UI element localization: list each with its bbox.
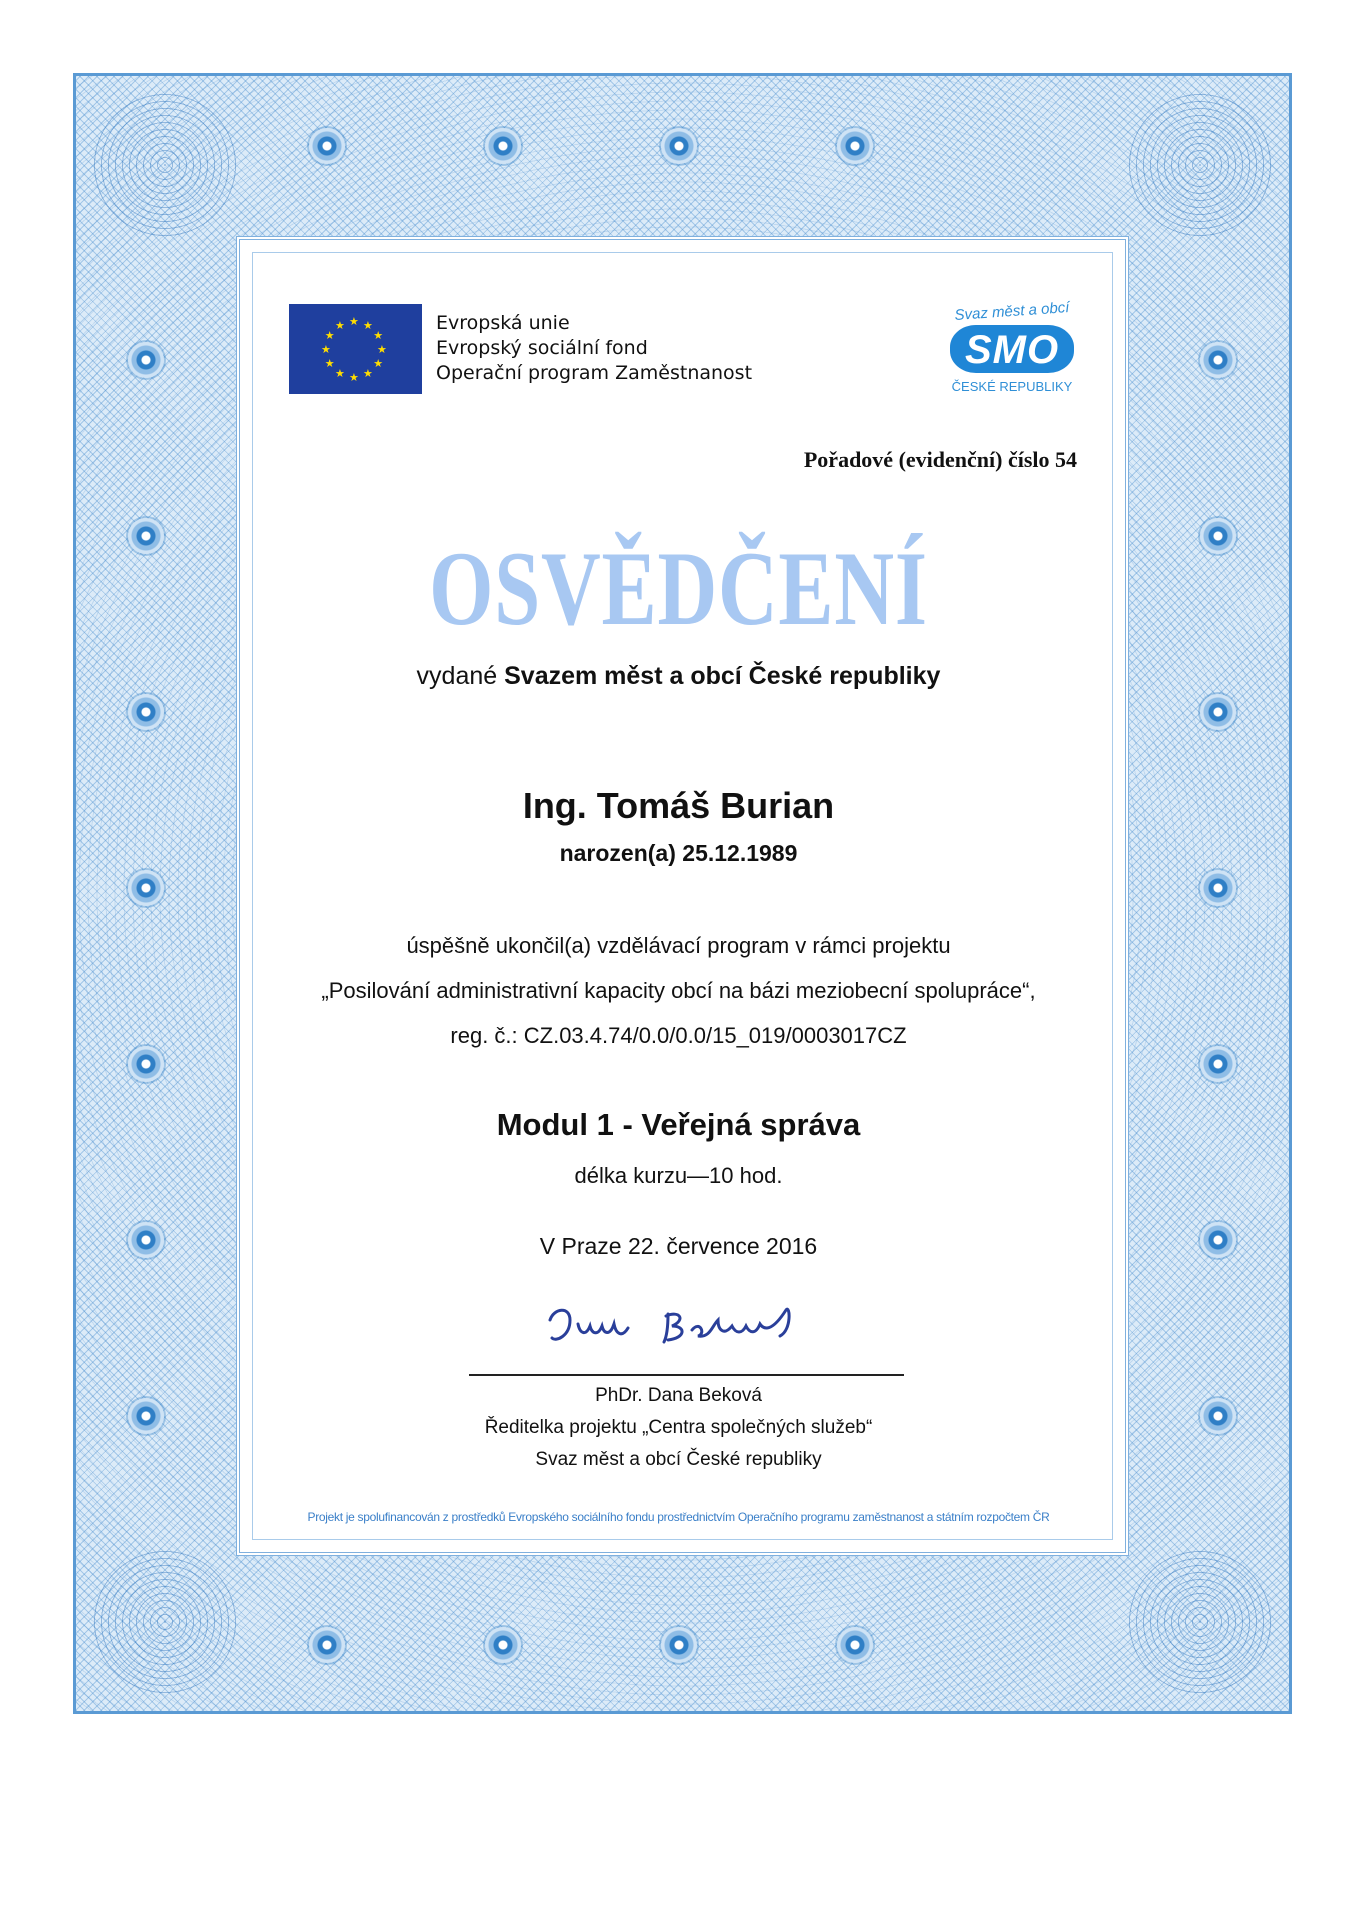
eu-star-icon: ★: [363, 318, 373, 332]
place-and-date: V Praze 22. července 2016: [539, 1233, 818, 1259]
serial-number: Pořadové (evidenční) číslo 54: [803, 447, 1077, 472]
module-title: Modul 1 - Veřejná správa: [496, 1107, 861, 1142]
eu-star-icon: ★: [349, 371, 359, 384]
smo-logo-letters: SMO: [964, 328, 1060, 372]
eu-star-icon: ★: [335, 318, 345, 332]
course-duration: délka kurzu—10 hod.: [574, 1163, 783, 1188]
eu-flag-logo: [289, 304, 422, 394]
frame-rosette-ornament: [837, 128, 873, 164]
frame-rosette-ornament: [128, 870, 164, 906]
frame-rosette-ornament: [309, 1627, 345, 1663]
frame-rosette-ornament: [1200, 1046, 1236, 1082]
frame-rosette-ornament: [1200, 870, 1236, 906]
frame-rosette-ornament: [837, 1627, 873, 1663]
frame-rosette-ornament: [485, 128, 521, 164]
frame-rosette-ornament: [661, 128, 697, 164]
signatory-organization: Svaz měst a obcí České republiky: [535, 1449, 822, 1470]
handwritten-signature: [540, 1290, 830, 1362]
corner-ornament-top-right: [1125, 90, 1275, 240]
corner-ornament-bottom-left: [90, 1547, 240, 1697]
corner-ornament-top-left: [90, 90, 240, 240]
eu-star-icon: ★: [363, 367, 373, 381]
frame-rosette-ornament: [485, 1627, 521, 1663]
issued-by: [0, 662, 1357, 691]
eu-line-1: Evropská unie: [436, 312, 570, 334]
signatory-name: PhDr. Dana Beková: [595, 1385, 762, 1406]
issued-by-organization: Svazem měst a obcí České republiky: [504, 662, 941, 690]
signature-line: [469, 1374, 904, 1376]
smo-logo-top-text: Svaz měst a obcí: [954, 299, 1070, 324]
smo-logo: [946, 299, 1078, 399]
statement-line-1: úspěšně ukončil(a) vzdělávací program v rámci projektu: [406, 933, 951, 958]
issued-by-prefix: vydané: [416, 662, 505, 690]
eu-star-icon: ★: [324, 329, 335, 342]
eu-star-icon: ★: [377, 343, 387, 356]
eu-line-3: Operační program Zaměstnanost: [436, 362, 753, 384]
eu-logo-text: [436, 311, 752, 386]
statement-line-2: „Posilování administrativní kapacity obcí na bázi meziobecní spolupráce“,: [321, 978, 1036, 1003]
certificate-title: OSVĚDČENÍ: [429, 530, 928, 647]
eu-star-icon: ★: [324, 357, 335, 370]
frame-rosette-ornament: [661, 1627, 697, 1663]
frame-rosette-ornament: [128, 342, 164, 378]
statement-line-3: reg. č.: CZ.03.4.74/0.0/0.0/15_019/0003017CZ: [450, 1023, 907, 1048]
frame-rosette-ornament: [128, 694, 164, 730]
signatory-role: Ředitelka projektu „Centra společných služeb“: [484, 1417, 873, 1438]
eu-star-icon: ★: [373, 329, 384, 342]
corner-ornament-bottom-right: [1125, 1547, 1275, 1697]
frame-rosette-ornament: [128, 1046, 164, 1082]
frame-rosette-ornament: [1200, 342, 1236, 378]
eu-star-icon: ★: [321, 343, 331, 356]
frame-rosette-ornament: [1200, 694, 1236, 730]
recipient-birth-date: narozen(a) 25.12.1989: [559, 840, 798, 866]
eu-star-icon: ★: [349, 315, 359, 328]
frame-rosette-ornament: [309, 128, 345, 164]
funding-note: Projekt je spolufinancován z prostředků Evropského sociálního fondu prostřednictvím Operačního programu zaměstnanost a státním rozpočtem ČR: [307, 1510, 1050, 1524]
eu-line-2: Evropský sociální fond: [436, 337, 648, 359]
smo-logo-bottom-text: ČESKÉ REPUBLIKY: [951, 379, 1073, 394]
eu-star-icon: ★: [373, 357, 384, 370]
recipient-name: Ing. Tomáš Burian: [522, 785, 835, 826]
eu-star-icon: ★: [335, 367, 345, 381]
